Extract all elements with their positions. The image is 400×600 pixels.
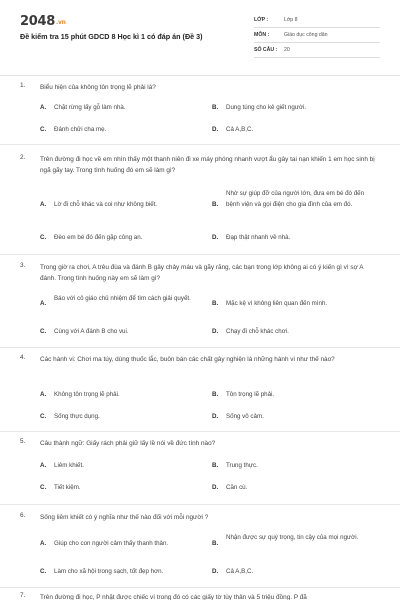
question-text: Câu thành ngữ: Giấy rách phải giữ lấy lề nói về đức tính nào? [40,440,216,447]
meta-value: 20 [284,47,290,53]
option-letter: C. [40,234,47,241]
option-letter: B. [212,391,219,398]
option-letter: A. [40,391,47,398]
question-text: Trên đường đi học về em nhìn thấy một thanh niên đi xe máy phóng nhanh vượt ẩu gây tai nạn khiến 1 em học sinh bị ngã gãy tay. Trong tình huống đó em sẽ làm gì? [40,156,375,174]
question-text: Biểu hiện của không tôn trọng lẽ phải là? [40,84,156,91]
question-6 [0,505,400,588]
option-text: Cả A,B,C. [226,126,254,133]
option-text: Báo với cô giáo chủ nhiệm để tìm cách giải quyết. [54,295,191,302]
question-3 [0,255,400,348]
option-text: Cần cù. [226,484,248,491]
meta-label: MÔN : [254,32,270,38]
option-letter: D. [212,328,219,335]
question-number: 6. [20,512,26,519]
option-text: Không tôn trọng lẽ phải. [54,391,120,398]
option-letter: B. [212,201,219,208]
option-letter: A. [40,300,47,307]
option-letter: A. [40,201,47,208]
option-text: Tôn trọng lẽ phải. [226,391,275,398]
option-text: Tiết kiệm. [54,484,81,491]
option-letter: D. [212,126,219,133]
option-text: Chạy đi chỗ khác chơi. [226,328,289,335]
meta-row-count [254,43,380,58]
option-text: Trung thực. [226,462,258,469]
option-text: Đèo em bé đó đến gặp công an. [54,234,143,241]
meta-label: LỚP : [254,17,269,23]
option-letter: B. [212,462,219,469]
question-text: Trên đường đi học, P nhặt được chiếc ví trong đó có các giấy tờ tùy thân và 5 triệu đồng. P đã [40,594,307,600]
question-text: Sống liêm khiết có ý nghĩa như thế nào đối với mỗi người ? [40,514,209,521]
option-letter: D. [212,484,219,491]
option-letter: C. [40,126,47,133]
option-letter: C. [40,328,47,335]
question-text: Trong giờ ra chơi, A trêu đùa và đánh B gây chảy máu và gãy răng, các bạn trong lớp không ai có ý kiến gì vì sợ A đánh. Trong tình huống này em sẽ làm gì? [40,264,364,282]
question-1 [0,76,400,145]
option-letter: D. [212,234,219,241]
option-text: Liêm khiết. [54,462,84,469]
logo-text: 2048 [20,14,55,29]
option-letter: A. [40,104,47,111]
option-text: Giúp cho con người cảm thấy thanh thản. [54,540,169,547]
option-text: Nhận được sự quý trọng, tin cậy của mọi người. [226,534,359,541]
meta-row-class [254,13,380,28]
option-text: Cùng với A đánh B cho vui. [54,328,129,335]
question-number: 4. [20,354,26,361]
option-letter: C. [40,484,47,491]
option-text: Cả A,B,C. [226,568,254,575]
option-letter: C. [40,413,47,420]
option-text: Đạp thật nhanh về nhà. [226,234,291,241]
option-letter: D. [212,568,219,575]
option-text: Chặt rừng lấy gỗ làm nhà. [54,104,126,111]
option-text: Mặc kệ vì không liên quan đến mình. [226,300,328,307]
page-title: Đề kiểm tra 15 phút GDCD 8 Học kì 1 có đáp án (Đề 3) [20,32,203,41]
logo-tld: .vn [55,19,66,26]
option-text: Dung túng cho kẻ giết người. [226,104,307,111]
meta-label: SỐ CÂU : [254,47,278,53]
option-text: Đánh chửi cha mẹ. [54,126,107,133]
option-letter: B. [212,104,219,111]
option-letter: B. [212,540,219,547]
meta-row-subject [254,28,380,43]
option-letter: D. [212,413,219,420]
option-letter: B. [212,300,219,307]
site-logo[interactable] [20,14,66,29]
question-number: 3. [20,262,26,269]
question-4 [0,348,400,432]
option-text: Làm cho xã hội trong sạch, tốt đẹp hơn. [54,568,164,575]
question-7 [0,588,400,600]
question-number: 1. [20,82,26,89]
option-letter: C. [40,568,47,575]
question-number: 5. [20,438,26,445]
option-text: Sống vô cảm. [226,413,264,420]
question-5 [0,432,400,505]
question-text: Các hành vi: Chơi ma túy, dùng thuốc lắc, buôn bán các chất gây nghiện là những hành vi như thế nào? [40,356,335,363]
option-letter: A. [40,540,47,547]
meta-value: Giáo dục công dân [284,32,328,38]
question-number: 2. [20,154,26,161]
question-2 [0,145,400,255]
option-letter: A. [40,462,47,469]
question-number: 7. [20,592,26,599]
document-header [0,0,400,76]
option-text: Lờ đi chỗ khác và coi như không biết. [54,201,158,208]
meta-value: Lớp 8 [284,17,298,23]
option-text: Nhờ sự giúp đỡ của người lớn, đưa em bé đó đến bệnh viện và gọi điện cho gia đình của em đó. [226,190,365,208]
option-text: Sống thực dụng. [54,413,100,420]
